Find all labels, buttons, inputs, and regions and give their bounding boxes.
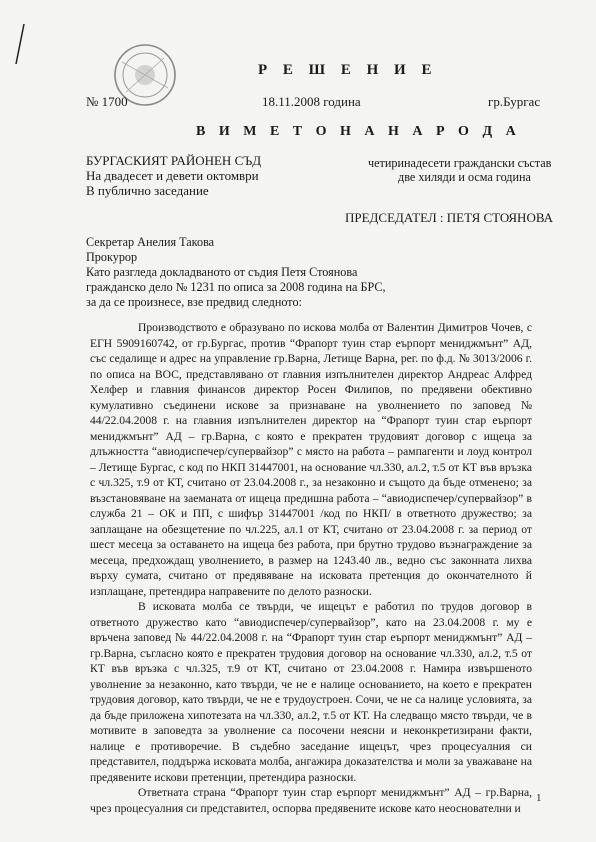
court-name: БУРГАСКИЯТ РАЙОНЕН СЪД [86, 153, 262, 168]
pen-mark [14, 22, 26, 66]
in-the-name-of-the-people: В И М Е Т О Н А Н А Р О Д А [196, 124, 521, 139]
secretary-line: Секретар Анелия Такова [86, 235, 215, 249]
body-paragraph-1: Производството е образувано по искова молба от Валентин Димитров Чочев, с ЕГН 5909160742, от гр.Бургас, против “Фрапорт туин стар еърпорт мениджмънт” АД, със седалище и адрес на управление гр.Варна, Летище Варна, рег. по ф.д. № 3013/2006 г. по описа на ВОС, представлявано от главния изпълнителен директор Андреас Алфред Хелфер и главния финансов директор Росен Филипов, по предявени обективно кумулативно съединени искове за признаване на уволнението по заповед № 44/22.04.2008 г. на главния изпълнителен директор на “Фрапорт туин стар еърпорт мениджмънт” АД – гр.Варна, с която е прекратен трудовият договор с ищеца за длъжността “авиодиспечер/супервайзор” с място на работа – рампагенти и лоуд контрол – Летище Бургас, с код по НКП 31447001, на основание чл.330, ал.2, т.5 от КТ във връзка с чл.325, т.9 от КТ, считано от 23.04.2008 г., за незаконно и същото да бъде отменено; за възстановяване на заеманата от ищеца предишна работа – “авиодиспечер/супервайзор” в служба 21 – ОК и ПП, с шифър 31447001 /код по НКП/ в ответното дружество; за заплащане на обезщетение по чл.225, ал.1 от КТ, считано от 23.04.2008 г. за период от шест месеца за оставането на ищеца без работа, при брутно трудово възнаграждение за месеца, предхождащ уволнението, в размер на 1243.40 лв., ведно със законната лихва върху сумата, считано от предявяване на исковата претенция до окончателното й изплащане, претендира направените по делото разноски. [90, 321, 532, 598]
body-paragraph-2: В исковата молба се твърди, че ищецът е работил по трудов договор в ответното дружество като “авиодиспечер/супервайзор”, като на 23.04.2008 г. му е връчена заповед № 44/22.04.2008 г. на “Фрапорт туин стар еърпорт мениджмънт” АД – гр.Варна, съгласно която е прекратен трудовия договор на основание чл.330, ал.2, т.5 от КТ във връзка с чл.325, т.9 от КТ, считано от 23.04.2008 г. Намира извършеното уволнение за незаконно, като твърди, че не е налице основанието, на което е прекратен трудовия договор, като твърди, че не е трудоустроен. Сочи, че не са налице условията, за да бъде приложена хипотезата на чл.330, ал.2, т.5 от КТ. На следващо място твърди, че в мотивите в заповедта за уволнение са посочени неясни и неконкретизирани факти, налице е противоречие. В съдебно заседание ищецът, чрез процесуалния си представител, поддържа исковата молба, ангажира доказателства и моли за уважаване на предявените искови претенции, претендира разноски. [90, 600, 532, 784]
decision-body [90, 320, 532, 816]
session-type: В публично заседание [86, 183, 209, 198]
prosecutor-line: Прокурор [86, 250, 138, 264]
court-panel: четиринадесети граждански състав [368, 156, 552, 170]
decision-city: гр.Бургас [488, 94, 541, 109]
body-paragraph-3: Ответната страна “Фрапорт туин стар еърпорт мениджмънт” АД – гр.Варна, чрез процесуалния си представител, оспорва предявените искове като неоснователни и [90, 786, 532, 815]
intro-line-1: Като разгледа докладваното от съдия Петя Стоянова [86, 265, 358, 279]
decision-date: 18.11.2008 година [262, 94, 361, 109]
decision-title: Р Е Ш Е Н И Е [258, 62, 438, 78]
hearing-year: две хиляди и осма година [398, 170, 531, 184]
intro-line-3: за да се произнесе, взе предвид следното: [86, 295, 302, 309]
hearing-date: На двадесет и девети октомври [86, 168, 259, 183]
intro-line-2: гражданско дело № 1231 по описа за 2008 година на БРС, [86, 280, 386, 294]
presiding-judge: ПРЕДСЕДАТЕЛ : ПЕТЯ СТОЯНОВА [345, 210, 554, 225]
page-number: 1 [536, 792, 542, 804]
decision-number: № 1700 [86, 94, 128, 109]
